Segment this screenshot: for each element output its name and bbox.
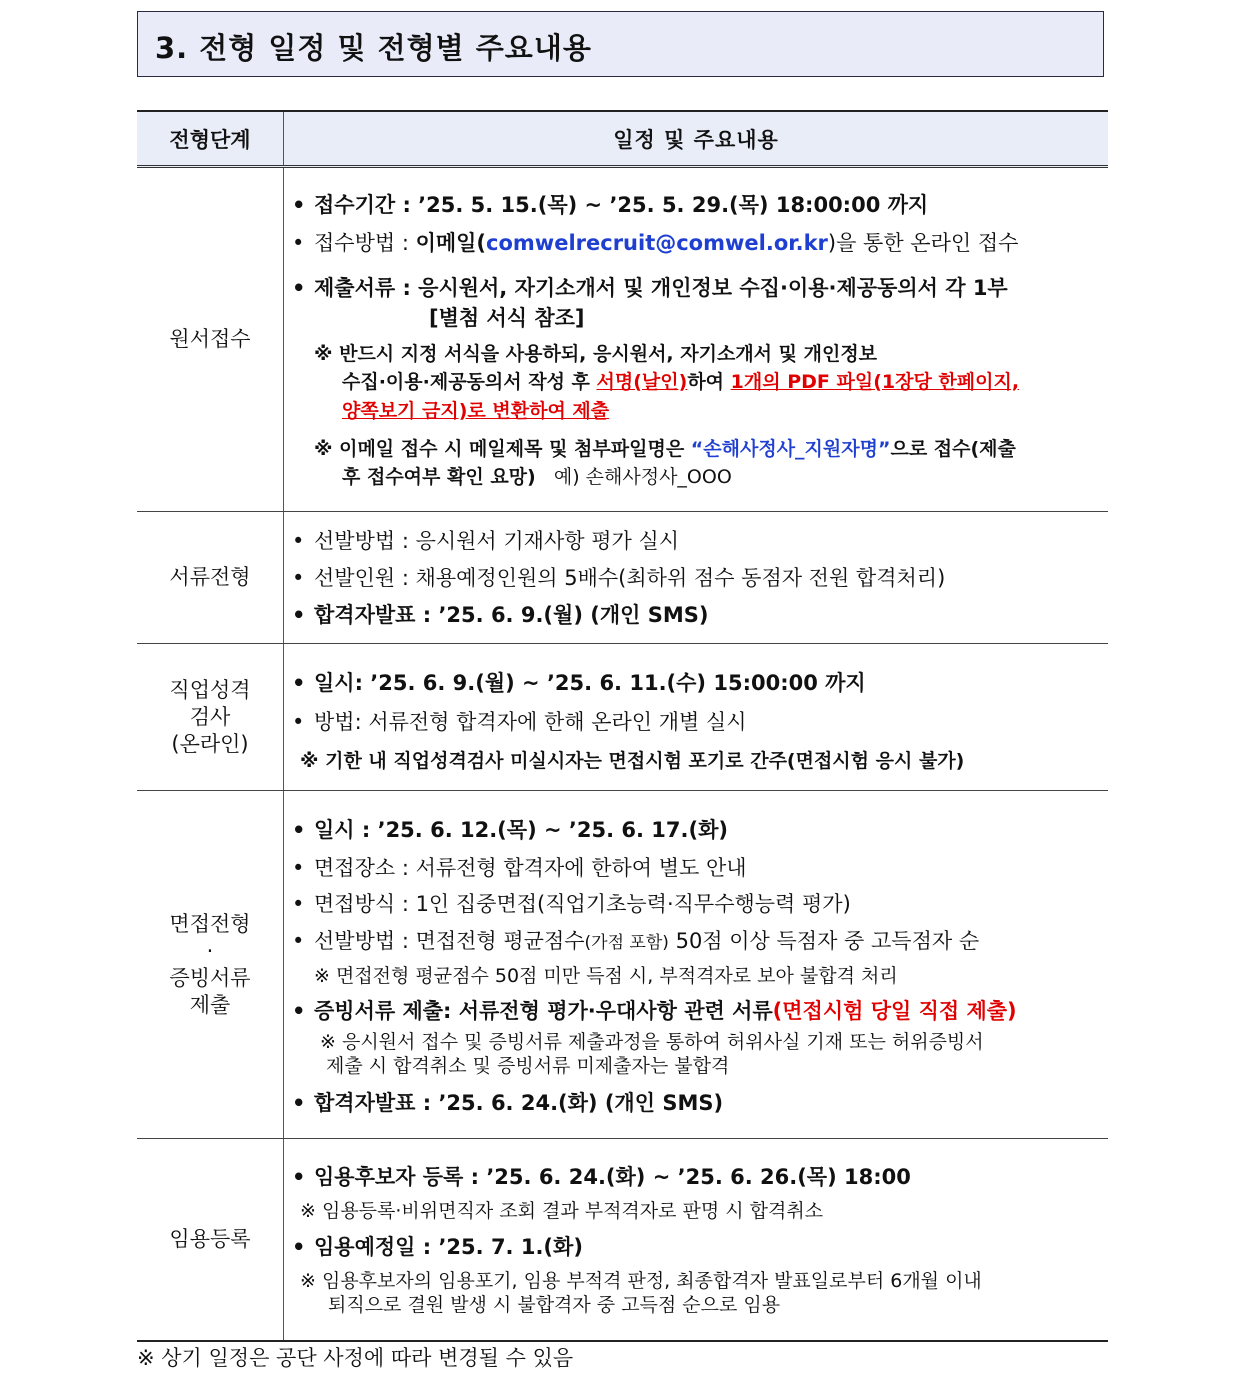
- note-continued: 양쪽보기 금지)로 변환하여 제출: [342, 400, 610, 422]
- row-content: [284, 1139, 1108, 1340]
- table-row: [137, 168, 1108, 512]
- list-item: • 선발인원 : 채용예정인원의 5배수(최하위 점수 동점자 전원 합격처리): [292, 566, 946, 590]
- note-continued: 퇴직으로 결원 발생 시 불합격자 중 고득점 순으로 임용: [328, 1294, 781, 1316]
- section-title-box: [137, 11, 1104, 77]
- header-content: 일정 및 주요내용: [613, 127, 779, 152]
- list-item: • 일시: ’25. 6. 9.(월) ~ ’25. 6. 11.(수) 15:00:00 까지: [292, 671, 866, 695]
- stage-label: 직업성격 검사 (온라인): [137, 644, 284, 790]
- header-stage: 전형단계: [137, 112, 284, 165]
- row-content: [284, 791, 1108, 1138]
- schedule-table: [137, 110, 1108, 1342]
- note: ※ 임용후보자의 임용포기, 임용 부적격 판정, 최종합격자 발표일로부터 6개월 이내: [300, 1270, 982, 1292]
- note: ※ 응시원서 접수 및 증빙서류 제출과정을 통하여 허위사실 기재 또는 허위증빙서: [320, 1031, 984, 1053]
- stage-label: 임용등록: [137, 1139, 284, 1340]
- list-item: • 제출서류 : 응시원서, 자기소개서 및 개인정보 수집·이용·제공동의서 각 1부: [292, 276, 1008, 300]
- table-row: [137, 512, 1108, 644]
- section-title: 3. 전형 일정 및 전형별 주요내용: [155, 31, 592, 65]
- note-continued: 후 접수여부 확인 요망) 예) 손해사정사_OOO: [342, 466, 732, 488]
- stage-label: 원서접수: [137, 168, 284, 511]
- row-content: [284, 512, 1108, 643]
- note: ※ 기한 내 직업성격검사 미실시자는 면접시험 포기로 간주(면접시험 응시 불가): [300, 750, 965, 772]
- list-item: • 합격자발표 : ’25. 6. 24.(화) (개인 SMS): [292, 1091, 724, 1115]
- list-item: • 임용후보자 등록 : ’25. 6. 24.(화) ~ ’25. 6. 26.(목) 18:00: [292, 1165, 911, 1189]
- footer-note: ※ 상기 일정은 공단 사정에 따라 변경될 수 있음: [137, 1346, 574, 1370]
- list-item: • 접수방법 : 이메일(comwelrecruit@comwel.or.kr)을 통한 온라인 접수: [292, 231, 1019, 255]
- list-item: • 선발방법 : 면접전형 평균점수(가점 포함) 50점 이상 득점자 중 고득점자 순: [292, 929, 980, 953]
- list-item: • 선발방법 : 응시원서 기재사항 평가 실시: [292, 529, 680, 553]
- stage-label: 서류전형: [137, 512, 284, 643]
- list-item-continued: [별첨 서식 참조]: [429, 306, 585, 330]
- stage-label: 면접전형 · 증빙서류 제출: [137, 791, 284, 1138]
- table-row: [137, 644, 1108, 791]
- note: ※ 반드시 지정 서식을 사용하되, 응시원서, 자기소개서 및 개인정보: [314, 343, 878, 365]
- table-row: [137, 1139, 1108, 1342]
- note: ※ 면접전형 평균점수 50점 미만 득점 시, 부적격자로 보아 불합격 처리: [314, 965, 898, 987]
- list-item: • 접수기간 : ’25. 5. 15.(목) ~ ’25. 5. 29.(목) 18:00:00 까지: [292, 193, 929, 217]
- list-item: • 증빙서류 제출: 서류전형 평가·우대사항 관련 서류(면접시험 당일 직접 제출): [292, 999, 1017, 1023]
- list-item: • 합격자발표 : ’25. 6. 9.(월) (개인 SMS): [292, 603, 709, 627]
- note-continued: 수집·이용·제공동의서 작성 후 서명(날인)하여 1개의 PDF 파일(1장당 한페이지,: [342, 371, 1020, 393]
- note: ※ 임용등록·비위면직자 조회 결과 부적격자로 판명 시 합격취소: [300, 1200, 824, 1222]
- list-item: • 방법: 서류전형 합격자에 한해 온라인 개별 실시: [292, 710, 747, 734]
- list-item: • 면접방식 : 1인 집중면접(직업기초능력·직무수행능력 평가): [292, 892, 851, 916]
- note: ※ 이메일 접수 시 메일제목 및 첨부파일명은 “손해사정사_지원자명”으로 접수(제출: [314, 438, 1016, 460]
- row-content: [284, 644, 1108, 790]
- table-row: [137, 791, 1108, 1139]
- list-item: • 일시 : ’25. 6. 12.(목) ~ ’25. 6. 17.(화): [292, 818, 728, 842]
- row-content: [284, 168, 1108, 511]
- list-item: • 임용예정일 : ’25. 7. 1.(화): [292, 1235, 583, 1259]
- note-continued: 제출 시 합격취소 및 증빙서류 미제출자는 불합격: [326, 1055, 730, 1077]
- table-header: [137, 112, 1108, 168]
- list-item: • 면접장소 : 서류전형 합격자에 한하여 별도 안내: [292, 856, 747, 880]
